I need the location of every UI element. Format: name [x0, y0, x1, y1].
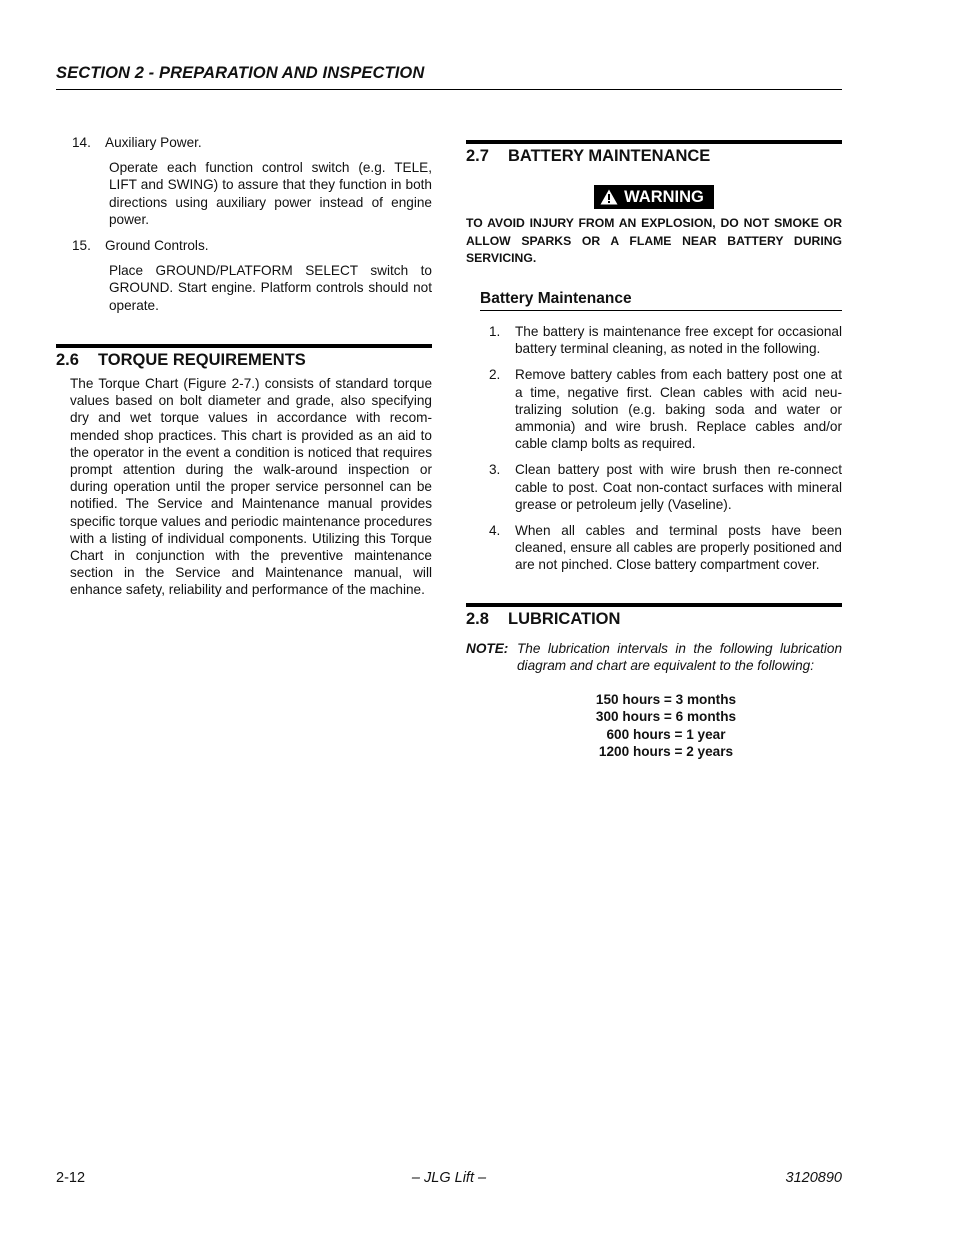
item-number: 14.	[72, 135, 91, 150]
section-title-text: TORQUE REQUIREMENTS	[98, 350, 306, 369]
interval-conversions	[490, 691, 842, 760]
document-number: 3120890	[785, 1170, 842, 1186]
item-label: Auxiliary Power.	[105, 135, 202, 150]
step-text: Clean battery post with wire brush then re-connect cable to post. Coat non-contact surfaces with mineral grease or petroleum jelly (Vaseline).	[515, 462, 842, 512]
list-item	[466, 323, 842, 357]
list-item-15	[56, 237, 432, 314]
left-column	[56, 134, 432, 599]
section-title	[56, 352, 432, 369]
note-text: The lubrication intervals in the following lubrication diagram and chart are equivalent to the following:	[517, 640, 842, 673]
section-title	[466, 148, 842, 165]
section-rule	[466, 140, 842, 144]
note	[466, 640, 842, 674]
list-item	[466, 461, 842, 513]
conversion-line: 150 hours = 3 months	[595, 692, 737, 708]
conversion-line: 300 hours = 6 months	[595, 709, 737, 725]
section-title	[466, 611, 842, 628]
header-rule	[56, 89, 842, 90]
section-number: 2.6	[56, 350, 79, 369]
conversion-line: 1200 hours = 2 years	[598, 744, 734, 760]
step-number: 2.	[489, 367, 501, 383]
list-item	[466, 522, 842, 574]
item-number: 15.	[72, 238, 91, 254]
section-header-title: SECTION 2 - PREPARATION AND INSPECTION	[56, 64, 425, 82]
step-text: Remove battery cables from each battery post one at a time, negative first. Clean cables with acid neutralizing solution (e.g. baking soda and water or ammonia) and wire brush. Replace cables and/or cable clamp bolts as required.	[515, 367, 842, 452]
torque-body-text: The Torque Chart (Figure 2-7.) consists of standard torque values based on bolt diameter and grade, also specifying dry and wet torque values in accordance with recommended shop practices. This chart is provided as an aid to the operator in the event a condition is noticed that requires prompt attention during the walk-around inspection or during operation until the proper service personnel can be notified. The Service and Maintenance manual provides specific torque values and periodic maintenance procedures with a listing of individual components. Utilizing this Torque Chart in conjunction with the preventive maintenance section in the Service and Maintenance manual, will enhance safety, reliability and performance of the machine.	[70, 376, 432, 598]
warning-badge	[594, 185, 714, 209]
warning-label: WARNING	[624, 188, 704, 207]
list-item-14	[56, 134, 432, 228]
footer-publisher: – JLG Lift –	[411, 1170, 487, 1186]
page-number: 2-12	[56, 1170, 86, 1186]
battery-steps-list	[466, 323, 842, 574]
item-paragraph: Place GROUND/PLATFORM SELECT switch to GROUND. Start engine. Platform controls should not operate.	[109, 263, 432, 313]
item-paragraph: Operate each function control switch (e.g. TELE, LIFT and SWING) to assure that they function in both directions using auxiliary power instead of engine power.	[109, 160, 432, 227]
step-number: 3.	[489, 462, 501, 478]
page-header	[56, 64, 842, 90]
section-2-6	[56, 344, 432, 599]
conversion-line: 600 hours = 1 year	[606, 726, 726, 742]
section-title-text: LUBRICATION	[508, 609, 621, 628]
step-number: 1.	[489, 323, 501, 339]
section-title-text: BATTERY MAINTENANCE	[508, 147, 711, 165]
step-text: The battery is maintenance free except for occasional battery terminal cleaning, as noted in the following.	[515, 323, 842, 357]
section-number: 2.7	[466, 147, 489, 165]
item-label: Ground Controls.	[105, 238, 209, 254]
list-item	[466, 366, 842, 452]
section-rule	[56, 344, 432, 348]
subsection-title: Battery Maintenance	[480, 290, 842, 311]
section-number: 2.8	[466, 609, 489, 628]
right-column	[466, 134, 842, 760]
step-text: When all cables and terminal posts have been cleaned, ensure all cables are properly positioned and are not pinched. Close battery compartment cover.	[515, 522, 842, 573]
warning-text: TO AVOID INJURY FROM AN EXPLOSION, DO NOT SMOKE OR ALLOW SPARKS OR A FLAME NEAR BATTERY DURING SERVICING.	[466, 216, 842, 266]
section-2-7	[466, 140, 842, 574]
section-2-8	[466, 603, 842, 761]
step-number: 4.	[489, 522, 501, 538]
warning-icon	[600, 189, 618, 205]
section-rule	[466, 603, 842, 607]
note-label: NOTE:	[466, 640, 509, 656]
